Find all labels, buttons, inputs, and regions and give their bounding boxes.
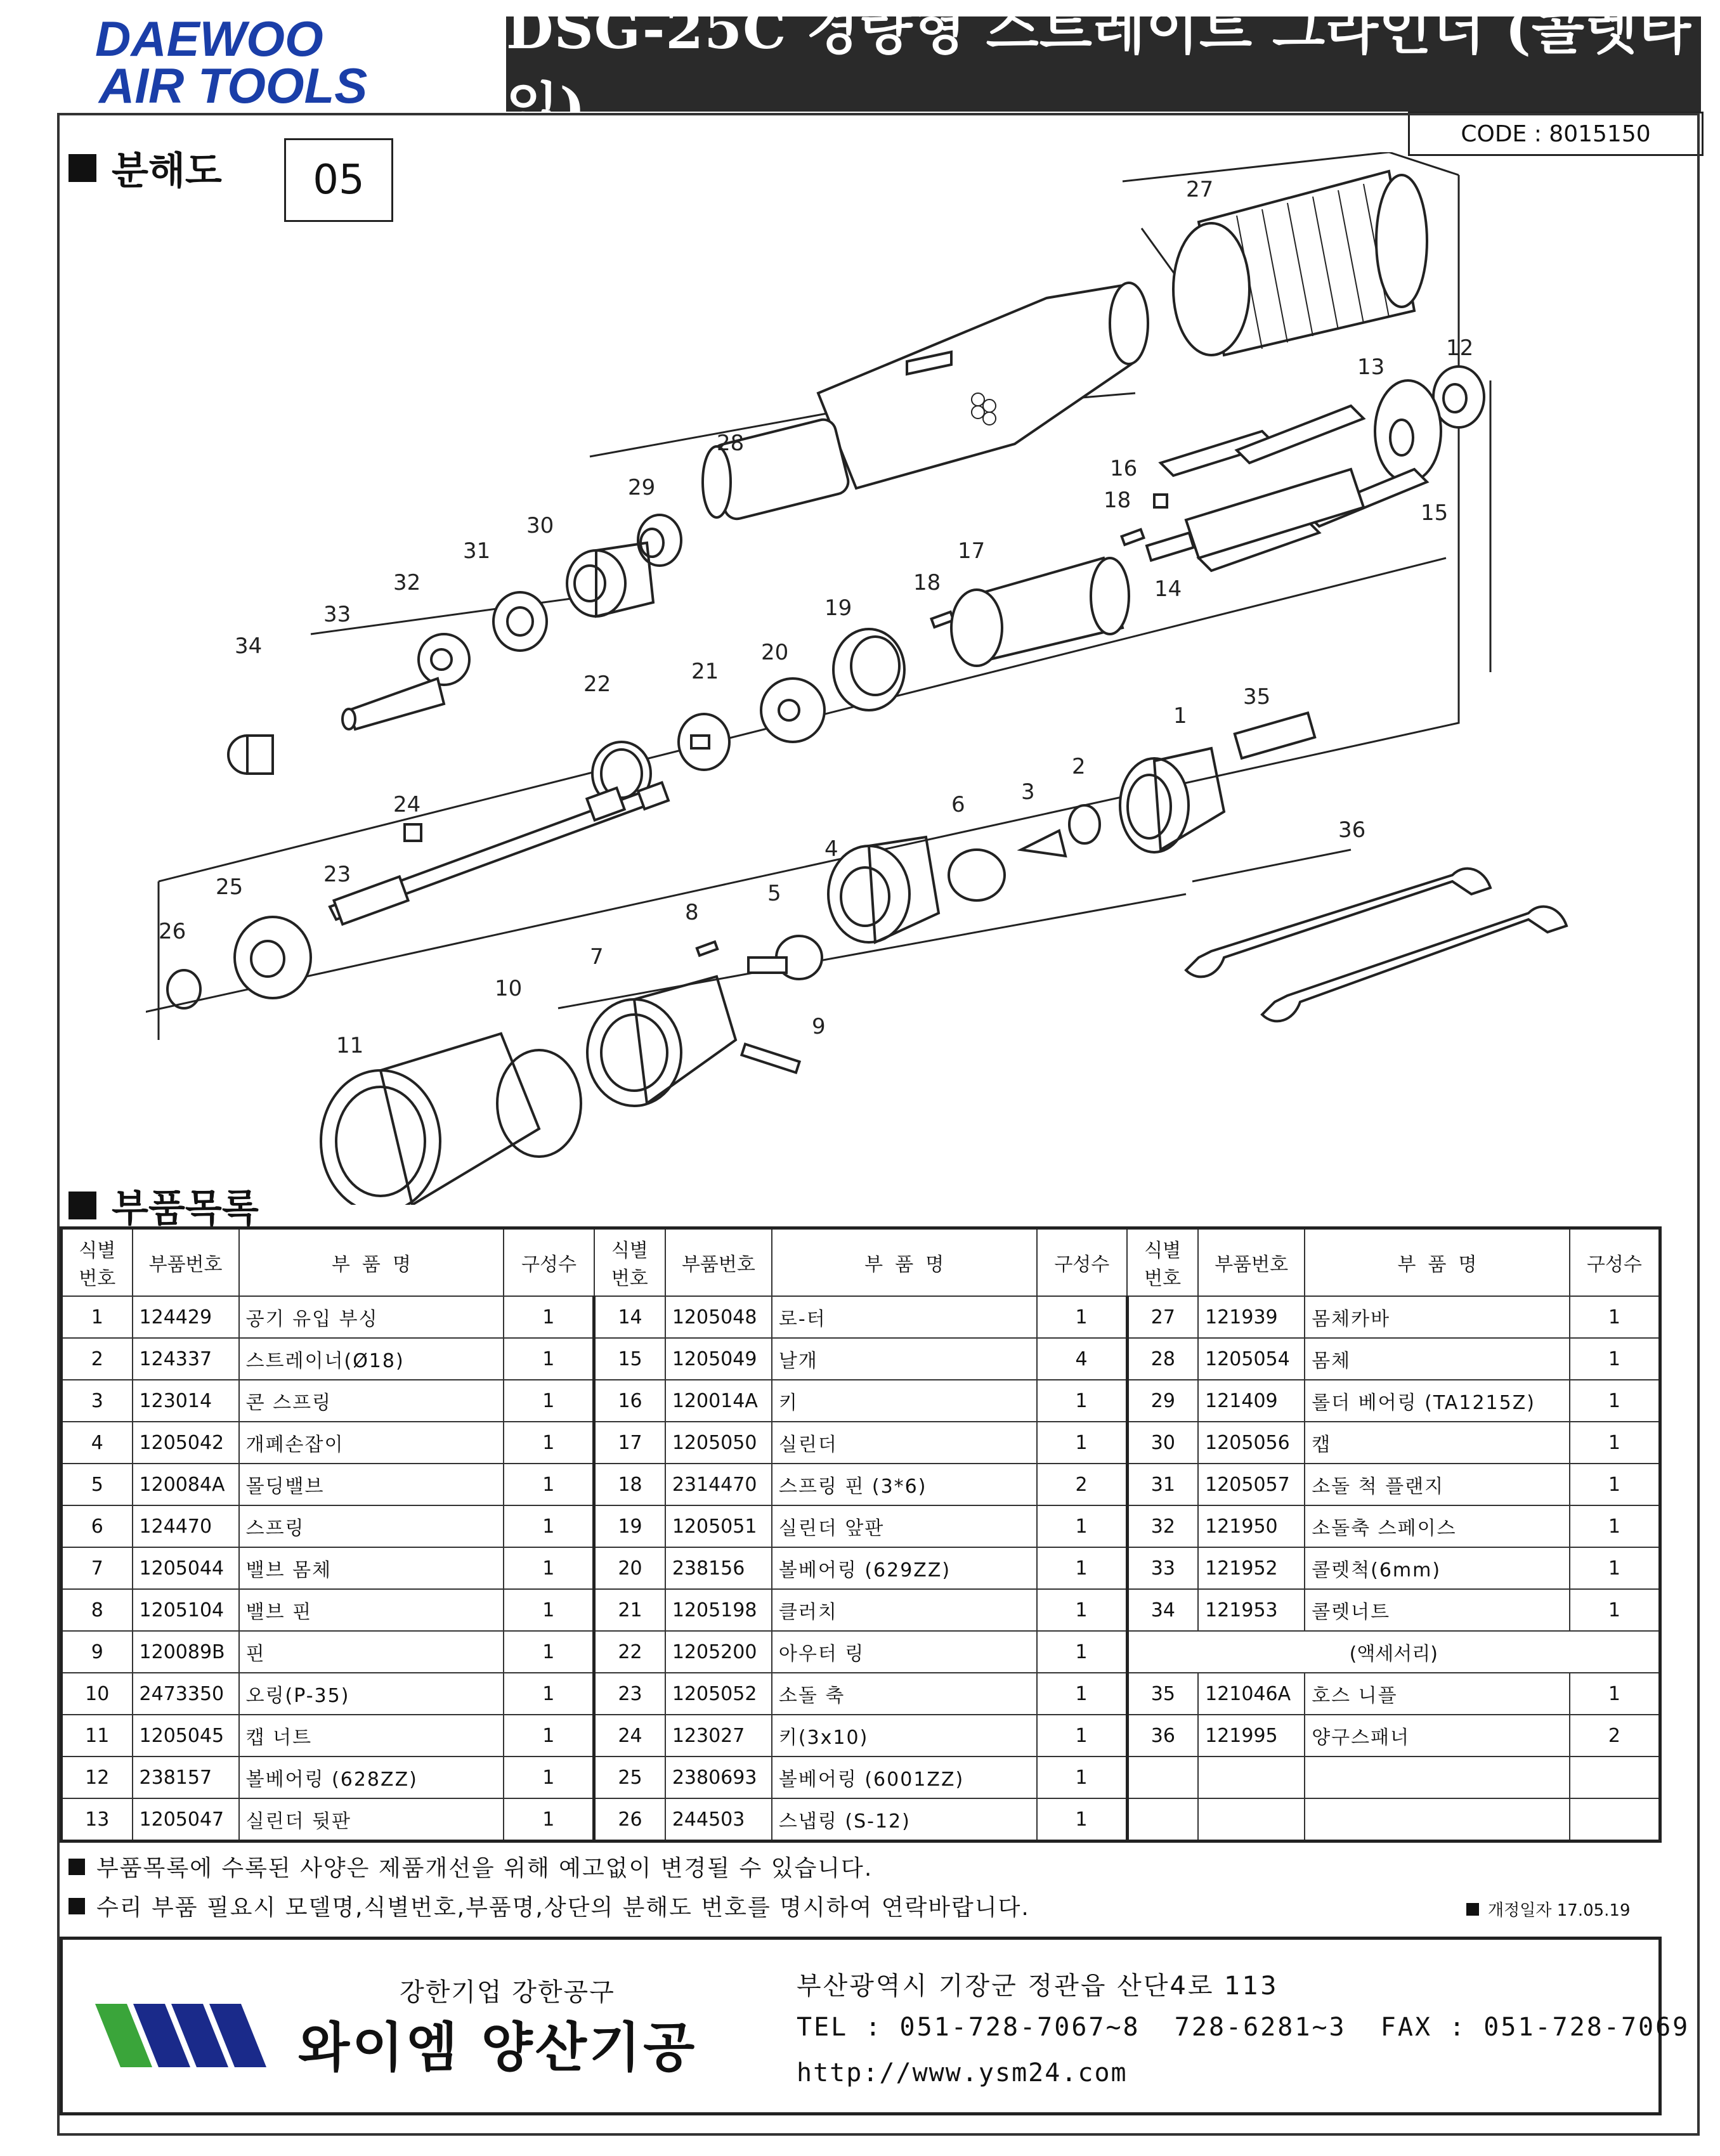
part-id: 1 — [62, 1296, 133, 1338]
part-name: 로-터 — [772, 1296, 1037, 1338]
header-qty-3: 구성수 — [1570, 1228, 1660, 1297]
callout-3: 3 — [1021, 779, 1035, 805]
square-bullet-icon — [68, 1192, 96, 1219]
part-name: 키(3x10) — [772, 1715, 1037, 1757]
part-qty: 1 — [1570, 1673, 1660, 1715]
callout-35: 35 — [1243, 684, 1271, 710]
part-qty: 1 — [1570, 1464, 1660, 1505]
callout-22: 22 — [583, 672, 611, 697]
parts-table — [60, 1226, 1662, 1843]
part-id: 4 — [62, 1422, 133, 1464]
part-3-cone-spring — [1021, 831, 1065, 856]
part-qty: 1 — [1037, 1422, 1128, 1464]
diagram-number: 05 — [284, 138, 393, 222]
part-name: 몰딩밸브 — [239, 1464, 504, 1505]
brand-line2: AIR TOOLS — [99, 58, 368, 108]
table-row — [62, 1757, 1660, 1798]
part-name: 볼베어링 (6001ZZ) — [772, 1757, 1037, 1798]
part-code: 1205104 — [133, 1589, 239, 1631]
part-id: 15 — [594, 1338, 665, 1380]
callout-18b: 18 — [913, 570, 941, 595]
part-name: 스프링 핀 (3*6) — [772, 1464, 1037, 1505]
part-name: 캡 너트 — [239, 1715, 504, 1757]
part-code: 1205050 — [665, 1422, 772, 1464]
part-name: 콜렛척(6mm) — [1305, 1547, 1570, 1589]
part-18-spring-pin — [1122, 529, 1144, 545]
part-code: 121952 — [1198, 1547, 1305, 1589]
callout-27: 27 — [1186, 177, 1214, 202]
part-4-lever-handle — [828, 837, 939, 942]
part-code: 1205054 — [1198, 1338, 1305, 1380]
part-5-molding-valve — [748, 936, 822, 979]
callout-18: 18 — [1104, 488, 1131, 513]
part-7-valve-body — [587, 977, 736, 1106]
part-qty: 1 — [504, 1338, 594, 1380]
part-qty: 1 — [504, 1673, 594, 1715]
callout-14: 14 — [1154, 576, 1182, 602]
callout-2: 2 — [1072, 754, 1086, 779]
part-code: 238157 — [133, 1757, 239, 1798]
part-qty: 1 — [1037, 1757, 1128, 1798]
part-20-ball-bearing — [761, 679, 824, 742]
part-name: 실린더 앞판 — [772, 1505, 1037, 1547]
callout-33: 33 — [323, 602, 351, 627]
part-name: 몸체 — [1305, 1338, 1570, 1380]
part-name — [1305, 1798, 1570, 1841]
part-qty: 1 — [504, 1422, 594, 1464]
part-35-hose-nipple — [1235, 713, 1315, 758]
part-id — [1127, 1757, 1198, 1798]
part-9-pin — [741, 1044, 799, 1073]
part-23-spindle-shaft — [330, 783, 668, 925]
part-name: 캡 — [1305, 1422, 1570, 1464]
part-10-o-ring — [497, 1050, 581, 1157]
part-1-air-inlet-bushing — [1120, 748, 1224, 852]
header-qty-1: 구성수 — [504, 1228, 594, 1297]
part-name: 핀 — [239, 1631, 504, 1673]
part-34-collet-nut — [228, 736, 273, 774]
part-qty: 1 — [504, 1505, 594, 1547]
part-33-collet-chuck — [342, 679, 444, 729]
square-bullet-icon — [68, 1898, 85, 1914]
part-24-key — [405, 824, 421, 841]
note-1-text: 부품목록에 수록된 사양은 제품개선을 위해 예고없이 변경될 수 있습니다. — [96, 1855, 873, 1881]
part-qty: 1 — [1570, 1338, 1660, 1380]
part-code: 120084A — [133, 1464, 239, 1505]
company-phone: TEL : 051-728-7067~8 728-6281~3 FAX : 051-728-7069 — [797, 2013, 1690, 2042]
part-qty: 4 — [1037, 1338, 1128, 1380]
part-code: 2314470 — [665, 1464, 772, 1505]
company-address: 부산광역시 기장군 정관읍 산단4로 113 — [797, 1971, 1279, 2001]
header-id-1: 식별 번호 — [62, 1228, 133, 1297]
header-qty-2: 구성수 — [1037, 1228, 1128, 1297]
callout-30: 30 — [526, 513, 554, 538]
part-qty: 1 — [504, 1631, 594, 1673]
company-name: 와이엠 양산기공 — [298, 2016, 698, 2079]
part-id: 27 — [1127, 1296, 1198, 1338]
part-id: 9 — [62, 1631, 133, 1673]
part-qty: 1 — [1570, 1296, 1660, 1338]
part-qty: 1 — [1037, 1673, 1128, 1715]
part-qty: 1 — [1037, 1547, 1128, 1589]
part-name: 소돌 축 — [772, 1673, 1037, 1715]
part-id: 28 — [1127, 1338, 1198, 1380]
part-id: 18 — [594, 1464, 665, 1505]
part-code: 121950 — [1198, 1505, 1305, 1547]
part-25-ball-bearing — [235, 917, 311, 998]
part-name: 콘 스프링 — [239, 1380, 504, 1422]
part-16-key — [1154, 495, 1167, 507]
callout-21: 21 — [691, 659, 719, 684]
part-code — [1198, 1798, 1305, 1841]
part-code: 124470 — [133, 1505, 239, 1547]
callout-9: 9 — [812, 1014, 826, 1039]
part-id: 20 — [594, 1547, 665, 1589]
part-id — [1127, 1798, 1198, 1841]
part-qty: 2 — [1037, 1464, 1128, 1505]
part-code: 120014A — [665, 1380, 772, 1422]
part-code: 124337 — [133, 1338, 239, 1380]
part-code: 121409 — [1198, 1380, 1305, 1422]
parts-table-body — [62, 1296, 1660, 1841]
part-code: 121995 — [1198, 1715, 1305, 1757]
note-spec-change — [68, 1850, 873, 1883]
part-qty: 1 — [1037, 1296, 1128, 1338]
part-qty: 1 — [1037, 1631, 1128, 1673]
part-name: 공기 유입 부싱 — [239, 1296, 504, 1338]
part-17-cylinder — [951, 558, 1129, 666]
callout-31: 31 — [463, 538, 491, 564]
part-id: 33 — [1127, 1547, 1198, 1589]
table-header-row — [62, 1228, 1660, 1297]
callout-24: 24 — [393, 792, 421, 817]
part-32-spacer — [419, 634, 469, 685]
header-name-3: 부 품 명 — [1305, 1228, 1570, 1297]
part-id: 30 — [1127, 1422, 1198, 1464]
part-id: 36 — [1127, 1715, 1198, 1757]
callout-34: 34 — [235, 633, 263, 659]
ym-company-logo — [95, 1997, 279, 2074]
part-qty: 1 — [1570, 1380, 1660, 1422]
part-code: 1205044 — [133, 1547, 239, 1589]
company-website[interactable]: http://www.ysm24.com — [797, 2058, 1128, 2088]
table-row — [62, 1547, 1660, 1589]
header-id-3: 식별 번호 — [1127, 1228, 1198, 1297]
part-name: 볼베어링 (629ZZ) — [772, 1547, 1037, 1589]
part-id: 17 — [594, 1422, 665, 1464]
part-id: 26 — [594, 1798, 665, 1841]
company-tagline: 강한기업 강한공구 — [400, 1978, 615, 2007]
part-id: 7 — [62, 1547, 133, 1589]
daewoo-airtools-logo — [95, 13, 450, 108]
part-name: 클러치 — [772, 1589, 1037, 1631]
part-id: 13 — [62, 1798, 133, 1841]
part-code: 1205200 — [665, 1631, 772, 1673]
callout-13: 13 — [1357, 354, 1385, 380]
callout-6: 6 — [951, 792, 965, 817]
part-qty: 1 — [504, 1547, 594, 1589]
header-id-2: 식별 번호 — [594, 1228, 665, 1297]
part-code: 121046A — [1198, 1673, 1305, 1715]
callout-12: 12 — [1446, 335, 1474, 361]
parts-section-label: 부품목록 — [112, 1186, 259, 1231]
header-code-1: 부품번호 — [133, 1228, 239, 1297]
part-name: 키 — [772, 1380, 1037, 1422]
part-29-roller-bearing — [638, 515, 681, 566]
callout-32: 32 — [393, 570, 421, 595]
part-id: 10 — [62, 1673, 133, 1715]
part-qty: 1 — [1570, 1505, 1660, 1547]
part-19-cylinder-front-plate — [833, 629, 904, 710]
part-code: 1205049 — [665, 1338, 772, 1380]
parts-section-title — [68, 1178, 259, 1233]
note-repair-contact — [68, 1890, 1030, 1922]
part-id: 22 — [594, 1631, 665, 1673]
part-qty: 2 — [1570, 1715, 1660, 1757]
part-id: 23 — [594, 1673, 665, 1715]
header-name-1: 부 품 명 — [239, 1228, 504, 1297]
part-6-spring — [949, 850, 1005, 900]
part-code: 1205057 — [1198, 1464, 1305, 1505]
callout-11: 11 — [336, 1033, 364, 1058]
diagram-section-label: 분해도 — [112, 149, 222, 193]
part-name: 밸브 몸체 — [239, 1547, 504, 1589]
part-28-body — [703, 283, 1148, 521]
part-id: 2 — [62, 1338, 133, 1380]
part-id: 5 — [62, 1464, 133, 1505]
part-id: 31 — [1127, 1464, 1198, 1505]
square-bullet-icon — [68, 1859, 85, 1875]
part-name: 소돌축 스페이스 — [1305, 1505, 1570, 1547]
part-id: 19 — [594, 1505, 665, 1547]
part-id: 35 — [1127, 1673, 1198, 1715]
table-row — [62, 1715, 1660, 1757]
part-name — [1305, 1757, 1570, 1798]
part-qty: 1 — [1570, 1589, 1660, 1631]
part-id: 12 — [62, 1757, 133, 1798]
revision-date — [1466, 1897, 1631, 1921]
callout-15: 15 — [1421, 500, 1449, 526]
part-id: 21 — [594, 1589, 665, 1631]
table-row — [62, 1422, 1660, 1464]
part-id: 14 — [594, 1296, 665, 1338]
table-row — [62, 1464, 1660, 1505]
callout-19: 19 — [824, 595, 852, 621]
part-id: 3 — [62, 1380, 133, 1422]
part-qty: 1 — [504, 1589, 594, 1631]
part-31-flange — [493, 592, 547, 651]
part-code: 2473350 — [133, 1673, 239, 1715]
callout-25: 25 — [216, 874, 244, 900]
part-code: 1205045 — [133, 1715, 239, 1757]
part-name: 날개 — [772, 1338, 1037, 1380]
part-code: 1205052 — [665, 1673, 772, 1715]
callout-8: 8 — [685, 900, 699, 925]
callout-5: 5 — [767, 881, 781, 906]
callout-4: 4 — [824, 836, 838, 862]
part-name: 스트레이너(Ø18) — [239, 1338, 504, 1380]
part-code: 1205056 — [1198, 1422, 1305, 1464]
part-id: 8 — [62, 1589, 133, 1631]
part-code — [1198, 1757, 1305, 1798]
part-name: 스프링 — [239, 1505, 504, 1547]
part-name: 호스 니플 — [1305, 1673, 1570, 1715]
part-id: 16 — [594, 1380, 665, 1422]
part-id: 34 — [1127, 1589, 1198, 1631]
part-8-valve-pin — [697, 942, 717, 956]
part-id: 24 — [594, 1715, 665, 1757]
part-id: 25 — [594, 1757, 665, 1798]
part-name: 실린더 뒷판 — [239, 1798, 504, 1841]
callout-26: 26 — [159, 919, 186, 944]
table-row — [62, 1798, 1660, 1841]
part-code: 121953 — [1198, 1589, 1305, 1631]
brand-line1: DAEWOO — [95, 13, 323, 67]
part-qty: 1 — [504, 1715, 594, 1757]
note-2-text: 수리 부품 필요시 모델명,식별번호,부품명,상단의 분해도 번호를 명시하여 연락바랍니다. — [96, 1895, 1030, 1921]
part-qty: 1 — [1037, 1505, 1128, 1547]
part-qty: 1 — [1037, 1589, 1128, 1631]
part-code: 2380693 — [665, 1757, 772, 1798]
callout-10: 10 — [495, 976, 523, 1001]
part-code: 123027 — [665, 1715, 772, 1757]
part-id: 32 — [1127, 1505, 1198, 1547]
part-name: 롤더 베어링 (TA1215Z) — [1305, 1380, 1570, 1422]
table-row — [62, 1338, 1660, 1380]
callout-16: 16 — [1110, 456, 1138, 481]
square-bullet-icon — [68, 154, 96, 182]
part-name: 양구스패너 — [1305, 1715, 1570, 1757]
part-name: 스냅링 (S-12) — [772, 1798, 1037, 1841]
part-name: 밸브 핀 — [239, 1589, 504, 1631]
part-qty: 1 — [1037, 1715, 1128, 1757]
part-qty: 1 — [504, 1380, 594, 1422]
part-qty — [1570, 1757, 1660, 1798]
part-qty: 1 — [1037, 1798, 1128, 1841]
part-id: 29 — [1127, 1380, 1198, 1422]
table-row — [62, 1380, 1660, 1422]
part-qty: 1 — [1570, 1422, 1660, 1464]
header-code-3: 부품번호 — [1198, 1228, 1305, 1297]
part-id: 11 — [62, 1715, 133, 1757]
part-name: 소돌 척 플랜지 — [1305, 1464, 1570, 1505]
part-name: 오링(P-35) — [239, 1673, 504, 1715]
part-code: 123014 — [133, 1380, 239, 1422]
part-qty — [1570, 1798, 1660, 1841]
table-row — [62, 1505, 1660, 1547]
part-code: 1205051 — [665, 1505, 772, 1547]
part-name: 콜렛너트 — [1305, 1589, 1570, 1631]
callout-29: 29 — [628, 475, 656, 500]
part-name: 실린더 — [772, 1422, 1037, 1464]
part-qty: 1 — [504, 1296, 594, 1338]
table-row — [62, 1673, 1660, 1715]
part-qty: 1 — [1037, 1380, 1128, 1422]
part-11-cap-nut — [321, 1034, 539, 1205]
part-qty: 1 — [504, 1798, 594, 1841]
part-code: 1205042 — [133, 1422, 239, 1464]
accessory-label: (액세서리) — [1127, 1631, 1660, 1673]
callout-36: 36 — [1338, 817, 1366, 843]
part-code: 124429 — [133, 1296, 239, 1338]
callout-17: 17 — [958, 538, 986, 564]
table-row — [62, 1631, 1660, 1673]
part-code: 121939 — [1198, 1296, 1305, 1338]
part-qty: 1 — [504, 1757, 594, 1798]
part-name: 몸체카바 — [1305, 1296, 1570, 1338]
part-code: 1205198 — [665, 1589, 772, 1631]
part-name: 볼베어링 (628ZZ) — [239, 1757, 504, 1798]
callout-23: 23 — [323, 862, 351, 887]
part-name: 개폐손잡이 — [239, 1422, 504, 1464]
square-bullet-icon — [1466, 1903, 1479, 1916]
part-code: 1205047 — [133, 1798, 239, 1841]
part-13-cylinder-rear-plate — [1375, 380, 1441, 482]
part-code: 238156 — [665, 1547, 772, 1589]
callout-20: 20 — [761, 640, 789, 665]
part-36-spanners — [1186, 869, 1567, 1022]
part-qty: 1 — [1570, 1547, 1660, 1589]
part-qty: 1 — [504, 1464, 594, 1505]
table-row — [62, 1589, 1660, 1631]
part-code: 1205048 — [665, 1296, 772, 1338]
part-2-strainer — [1069, 805, 1100, 843]
exploded-view-diagram — [146, 152, 1592, 1205]
part-id: 6 — [62, 1505, 133, 1547]
part-21-clutch — [679, 714, 729, 770]
part-name: 아우터 링 — [772, 1631, 1037, 1673]
part-code: 120089B — [133, 1631, 239, 1673]
callout-7: 7 — [590, 944, 604, 970]
callout-28: 28 — [717, 431, 745, 456]
table-row — [62, 1296, 1660, 1338]
part-code: 244503 — [665, 1798, 772, 1841]
header-code-2: 부품번호 — [665, 1228, 772, 1297]
header-name-2: 부 품 명 — [772, 1228, 1037, 1297]
revision-date-text: 개정일자 17.05.19 — [1488, 1901, 1631, 1920]
document-title: DSG-25C 경량형 스트레이트 그라인더 (콜렛타입) — [506, 16, 1701, 112]
product-code: CODE : 8015150 — [1408, 112, 1704, 156]
callout-1: 1 — [1173, 703, 1187, 729]
